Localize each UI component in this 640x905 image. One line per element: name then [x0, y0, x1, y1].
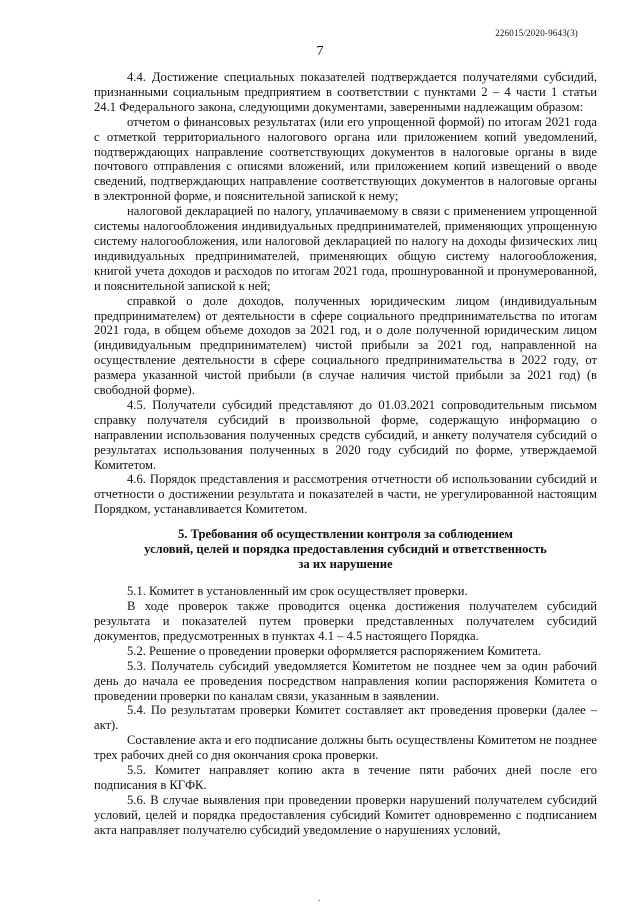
section-heading-line-1: 5. Требования об осуществлении контроля за соблюдением	[177, 527, 514, 542]
document-body	[94, 70, 597, 838]
paragraph-5-1: 5.1. Комитет в установленный им срок осуществляет проверки.	[127, 584, 468, 599]
section-5-heading	[94, 527, 597, 572]
paragraph-4-6: 4.6. Порядок представления и рассмотрения отчетности об использовании субсидий и отчетности о достижении результата и показателей в части, не урегулированной настоящим Порядком, устанавливается Комитетом.	[94, 472, 597, 517]
section-heading-line-3: за их нарушение	[298, 557, 393, 572]
section-heading-line-2: условий, целей и порядка предоставления субсидий и ответственность	[144, 542, 547, 557]
paragraph-5-3: 5.3. Получатель субсидий уведомляется Комитетом не позднее чем за один рабочий день до начала ее проведения посредством направления копии распоряжения Комитета о проведении проверки по каналам связи, указанным в заявлении.	[94, 658, 597, 703]
document-id: 226015/2020-9643(3)	[495, 28, 578, 38]
page-number: 7	[316, 44, 324, 59]
paragraph-financial-report: отчетом о финансовых результатах (или его упрощенной формой) по итогам 2021 года с отметкой территориального налогового органа или приложением копий уведомлений, подтверждающих направление соответствующих документов в налоговые органы в виде почтового отправления с описями вложений, или приложением копий извещений о вводе сведений, подтверждающих направление соответствующих документов в налоговые органы в электронной форме, и пояснительной запиской к нему;	[94, 114, 597, 204]
paragraph-5-2: 5.2. Решение о проведении проверки оформляется распоряжением Комитета.	[127, 643, 542, 658]
paragraph-tax-declaration: налоговой декларацией по налогу, уплачиваемому в связи с применением упрощенной системы налогообложения индивидуальных предпринимателей, применяющих упрощенную систему налогообложения, или налоговой декларацией по налогу на доходы физических лиц индивидуальных предпринимателей, применяющих общую систему налогообложения, книгой учета доходов и расходов по итогам 2021 года, прошнурованной и пронумерованной, и пояснительной запиской к ней;	[94, 204, 597, 293]
paragraph-5-6: 5.6. В случае выявления при проведении проверки нарушений получателем субсидий условий, целей и порядка предоставления субсидий Комитет одновременно с подписанием акта направляет получателю субсидий уведомление о нарушениях условий,	[94, 792, 597, 837]
footer-dot-mark: .	[318, 893, 321, 903]
paragraph-act-signing: Составление акта и его подписание должны быть осуществлены Комитетом не позднее трех рабочих дней со дня окончания срока проверки.	[94, 733, 597, 763]
paragraph-5-4: 5.4. По результатам проверки Комитет составляет акт проведения проверки (далее – акт).	[94, 703, 597, 733]
paragraph-inspection-assessment: В ходе проверок также проводится оценка достижения получателем субсидий результата и показателей путем проверки представленных получателем субсидий документов, предусмотренных в пунктах 4.1 – 4.5 настоящего Порядка.	[94, 599, 597, 643]
paragraph-4-4: 4.4. Достижение специальных показателей подтверждается получателями субсидий, признанными социальным предприятием в соответствии с пунктами 2 – 4 части 1 статьи 24.1 Федерального закона, следующими документами, заверенными надлежащим образом:	[94, 70, 597, 114]
paragraph-5-5: 5.5. Комитет направляет копию акта в течение пяти рабочих дней после его подписания в КГФК.	[94, 763, 597, 792]
paragraph-income-share-certificate: справкой о доле доходов, полученных юридическим лицом (индивидуальным предпринимателем) от деятельности в сфере социального предпринимательства по итогам 2021 года, в общем объеме доходов за 2021 год, и о доле полученной юридическим лицом (индивидуальным предпринимателем) чистой прибыли за 2021 год, направленной на осуществление деятельности в сфере социального предпринимательства в 2022 году, от размера указанной чистой прибыли (в случае наличия чистой прибыли за 2021 год) (в свободной форме).	[94, 293, 597, 398]
paragraph-4-5: 4.5. Получатели субсидий представляют до 01.03.2021 сопроводительным письмом справку получателя субсидий в произвольной форме, содержащую информацию о направлении использования полученных средств субсидий, и анкету получателя субсидий о результатах использования полученных в 2020 году субсидий по форме, утверждаемой Комитетом.	[94, 397, 597, 472]
